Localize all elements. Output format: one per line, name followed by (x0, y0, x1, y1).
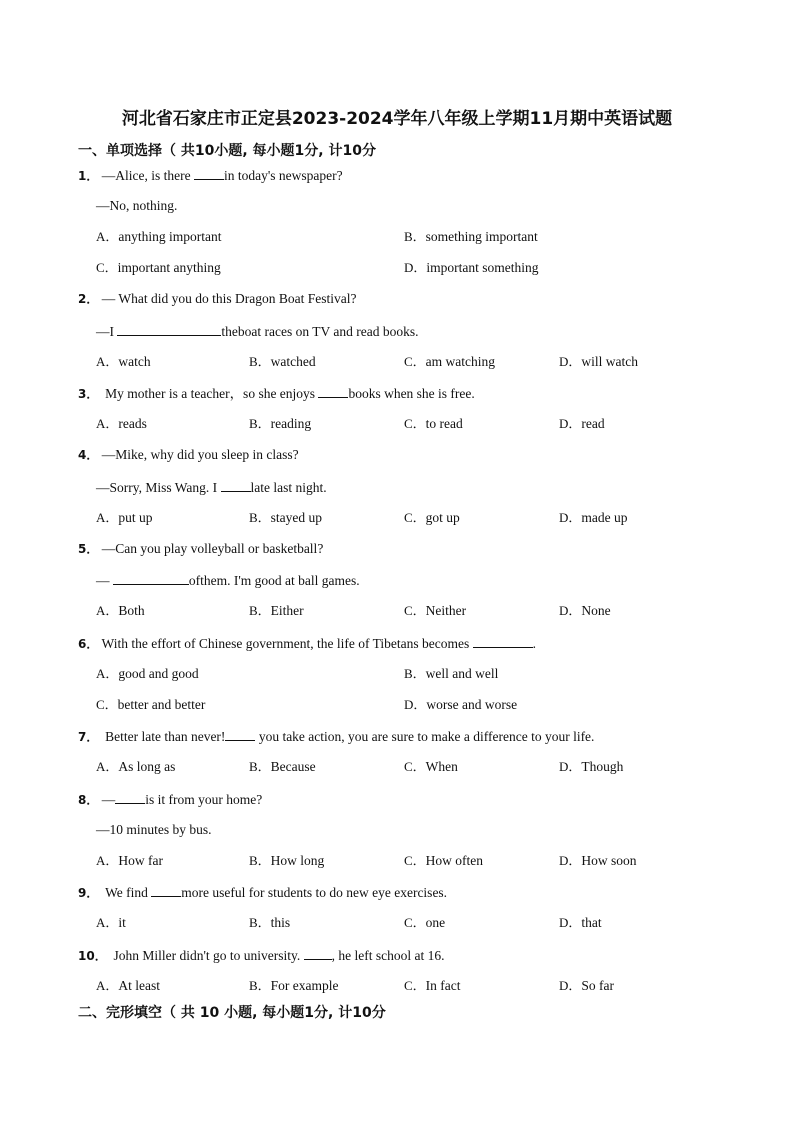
option-c (404, 914, 445, 932)
answer-blank (194, 166, 224, 180)
option-text: When (425, 759, 458, 774)
option-c (404, 353, 495, 371)
option-a (96, 509, 153, 527)
question-text: Better late than never! (105, 729, 226, 744)
question-text: more useful for students to do new eye exercises. (181, 885, 448, 900)
option-c (96, 259, 221, 277)
option-text: important something (426, 260, 539, 275)
question-text: My mother is a teacher，so she enjoys (105, 386, 319, 401)
option-text: will watch (581, 354, 639, 369)
option-label: D． (559, 978, 582, 993)
question-8-stem (78, 790, 262, 809)
option-label: C． (404, 354, 426, 369)
question-number: 6． (78, 637, 99, 651)
option-label: B． (249, 416, 271, 431)
option-c (96, 696, 205, 714)
option-text: important anything (117, 260, 221, 275)
option-d (559, 509, 628, 527)
option-text: Both (118, 603, 145, 618)
option-label: A． (96, 978, 119, 993)
option-label: A． (96, 603, 119, 618)
option-text: this (270, 915, 291, 930)
question-4-reply (96, 478, 327, 497)
question-number: 1． (78, 169, 99, 183)
option-a (96, 602, 145, 620)
question-number: 2． (78, 292, 99, 306)
option-label: C． (404, 759, 426, 774)
option-label: B． (249, 978, 271, 993)
question-4-stem (78, 446, 299, 464)
answer-blank (221, 478, 251, 492)
question-text: books when she is free. (348, 386, 475, 401)
option-a (96, 852, 163, 870)
option-label: B． (249, 603, 271, 618)
option-a (96, 228, 222, 246)
option-text: to read (425, 416, 463, 431)
option-a (96, 665, 199, 683)
option-b (404, 665, 498, 683)
option-label: B． (249, 354, 271, 369)
option-label: C． (404, 510, 426, 525)
question-2-stem (78, 290, 356, 308)
option-text: At least (118, 978, 161, 993)
option-c (404, 602, 466, 620)
option-text: good and good (118, 666, 199, 681)
option-d (559, 602, 611, 620)
option-text: How often (425, 853, 484, 868)
question-7-stem (78, 727, 594, 746)
answer-blank (473, 634, 533, 648)
option-b (404, 228, 538, 246)
option-text: watch (118, 354, 151, 369)
option-label: B． (249, 915, 271, 930)
option-d (559, 914, 602, 932)
option-text: better and better (117, 697, 206, 712)
option-label: C． (96, 260, 118, 275)
option-label: D． (559, 915, 582, 930)
question-1-reply: —No, nothing. (96, 198, 178, 213)
option-label: D． (404, 697, 427, 712)
option-text: read (581, 416, 605, 431)
answer-blank (117, 322, 221, 336)
option-label: A． (96, 853, 119, 868)
option-a (96, 914, 126, 932)
option-text: made up (581, 510, 628, 525)
option-text: that (581, 915, 602, 930)
question-number: 4． (78, 448, 99, 462)
question-text: in today's newspaper? (223, 168, 343, 183)
option-text: So far (581, 978, 615, 993)
option-label: C． (404, 915, 426, 930)
option-label: A． (96, 915, 119, 930)
option-d (559, 415, 605, 433)
question-text: —Mike, why did you sleep in class? (101, 447, 299, 462)
answer-blank (113, 571, 189, 585)
question-10-stem (78, 946, 445, 965)
option-text: well and well (425, 666, 499, 681)
question-text: —Can you play volleyball or basketball? (101, 541, 324, 556)
question-text: you take action, you are sure to make a difference to your life. (255, 729, 595, 744)
option-label: A． (96, 229, 119, 244)
question-text: —I (96, 324, 118, 339)
answer-blank (115, 790, 145, 804)
question-number: 7． (78, 730, 99, 744)
question-number: 8． (78, 793, 99, 807)
option-label: A． (96, 510, 119, 525)
option-d (559, 977, 614, 995)
question-text: With the effort of Chinese government, the life of Tibetans becomes (101, 636, 473, 651)
option-c (404, 852, 483, 870)
option-d (559, 353, 638, 371)
question-9-stem (78, 883, 447, 902)
page-title: 河北省石家庄市正定县2023-2024学年八年级上学期11月期中英语试题 (121, 109, 673, 129)
option-a (96, 758, 175, 776)
option-label: C． (404, 978, 426, 993)
option-text: For example (270, 978, 339, 993)
question-text: is it from your home? (145, 792, 263, 807)
option-label: D． (559, 354, 582, 369)
question-text: theboat races on TV and read books. (221, 324, 419, 339)
option-label: D． (404, 260, 427, 275)
question-1-stem (78, 166, 343, 185)
option-text: How soon (581, 853, 637, 868)
option-label: B． (404, 229, 426, 244)
option-text: How long (270, 853, 325, 868)
question-number: 5． (78, 542, 99, 556)
option-label: A． (96, 666, 119, 681)
option-b (249, 415, 311, 433)
option-label: C． (404, 416, 426, 431)
option-label: D． (559, 416, 582, 431)
option-label: D． (559, 759, 582, 774)
option-b (249, 852, 324, 870)
question-text: — (96, 573, 113, 588)
option-label: C． (404, 603, 426, 618)
question-2-reply (96, 322, 418, 341)
option-c (404, 977, 461, 995)
question-text: —Alice, is there (101, 168, 194, 183)
option-text: reading (270, 416, 312, 431)
option-text: reads (118, 416, 147, 431)
option-d (404, 696, 517, 714)
option-text: anything important (118, 229, 222, 244)
question-6-stem (78, 634, 536, 653)
option-b (249, 758, 316, 776)
option-b (249, 509, 322, 527)
question-number: 9． (78, 886, 99, 900)
option-b (249, 602, 304, 620)
question-text: , he left school at 16. (331, 948, 445, 963)
answer-blank (318, 384, 348, 398)
option-text: something important (425, 229, 538, 244)
option-a (96, 977, 160, 995)
option-text: stayed up (270, 510, 323, 525)
option-d (404, 259, 539, 277)
option-label: C． (404, 853, 426, 868)
option-b (249, 353, 316, 371)
question-text: . (532, 636, 536, 651)
option-label: D． (559, 603, 582, 618)
option-text: How far (118, 853, 163, 868)
option-text: None (581, 603, 611, 618)
option-c (404, 415, 463, 433)
option-text: put up (118, 510, 153, 525)
option-text: watched (270, 354, 316, 369)
option-a (96, 415, 147, 433)
option-b (249, 914, 290, 932)
question-3-stem (78, 384, 475, 403)
option-a (96, 353, 151, 371)
option-text: As long as (118, 759, 176, 774)
option-label: B． (249, 759, 271, 774)
option-text: it (118, 915, 126, 930)
option-c (404, 758, 458, 776)
question-8-reply: —10 minutes by bus. (96, 822, 212, 837)
question-5-stem (78, 540, 323, 558)
option-c (404, 509, 460, 527)
option-text: worse and worse (426, 697, 518, 712)
option-label: A． (96, 759, 119, 774)
section-heading-multiple-choice: 一、单项选择（ 共10小题, 每小题1分, 计10分 (78, 143, 376, 159)
answer-blank (225, 727, 255, 741)
option-label: D． (559, 853, 582, 868)
option-label: D． (559, 510, 582, 525)
option-b (249, 977, 339, 995)
option-text: Either (270, 603, 304, 618)
question-text: — What did you do this Dragon Boat Festival? (101, 291, 357, 306)
option-text: Though (581, 759, 624, 774)
option-d (559, 852, 637, 870)
question-text: ofthem. I'm good at ball games. (188, 573, 360, 588)
option-text: Because (270, 759, 316, 774)
answer-blank (151, 883, 181, 897)
option-label: B． (249, 853, 271, 868)
option-text: one (425, 915, 446, 930)
question-text: John Miller didn't go to university. (113, 948, 304, 963)
option-text: Neither (425, 603, 467, 618)
answer-blank (304, 946, 332, 960)
question-5-reply (96, 571, 360, 590)
question-text: late last night. (250, 480, 327, 495)
section-heading-cloze: 二、完形填空（ 共 10 小题, 每小题1分, 计10分 (78, 1005, 386, 1021)
option-label: A． (96, 416, 119, 431)
question-text: We find (105, 885, 152, 900)
option-text: got up (425, 510, 460, 525)
question-text: —Sorry, Miss Wang. I (96, 480, 221, 495)
option-label: A． (96, 354, 119, 369)
option-label: C． (96, 697, 118, 712)
question-text: — (101, 792, 116, 807)
option-text: In fact (425, 978, 461, 993)
option-d (559, 758, 623, 776)
question-number: 10． (78, 949, 107, 963)
option-label: B． (404, 666, 426, 681)
option-label: B． (249, 510, 271, 525)
question-number: 3． (78, 387, 99, 401)
option-text: am watching (425, 354, 496, 369)
